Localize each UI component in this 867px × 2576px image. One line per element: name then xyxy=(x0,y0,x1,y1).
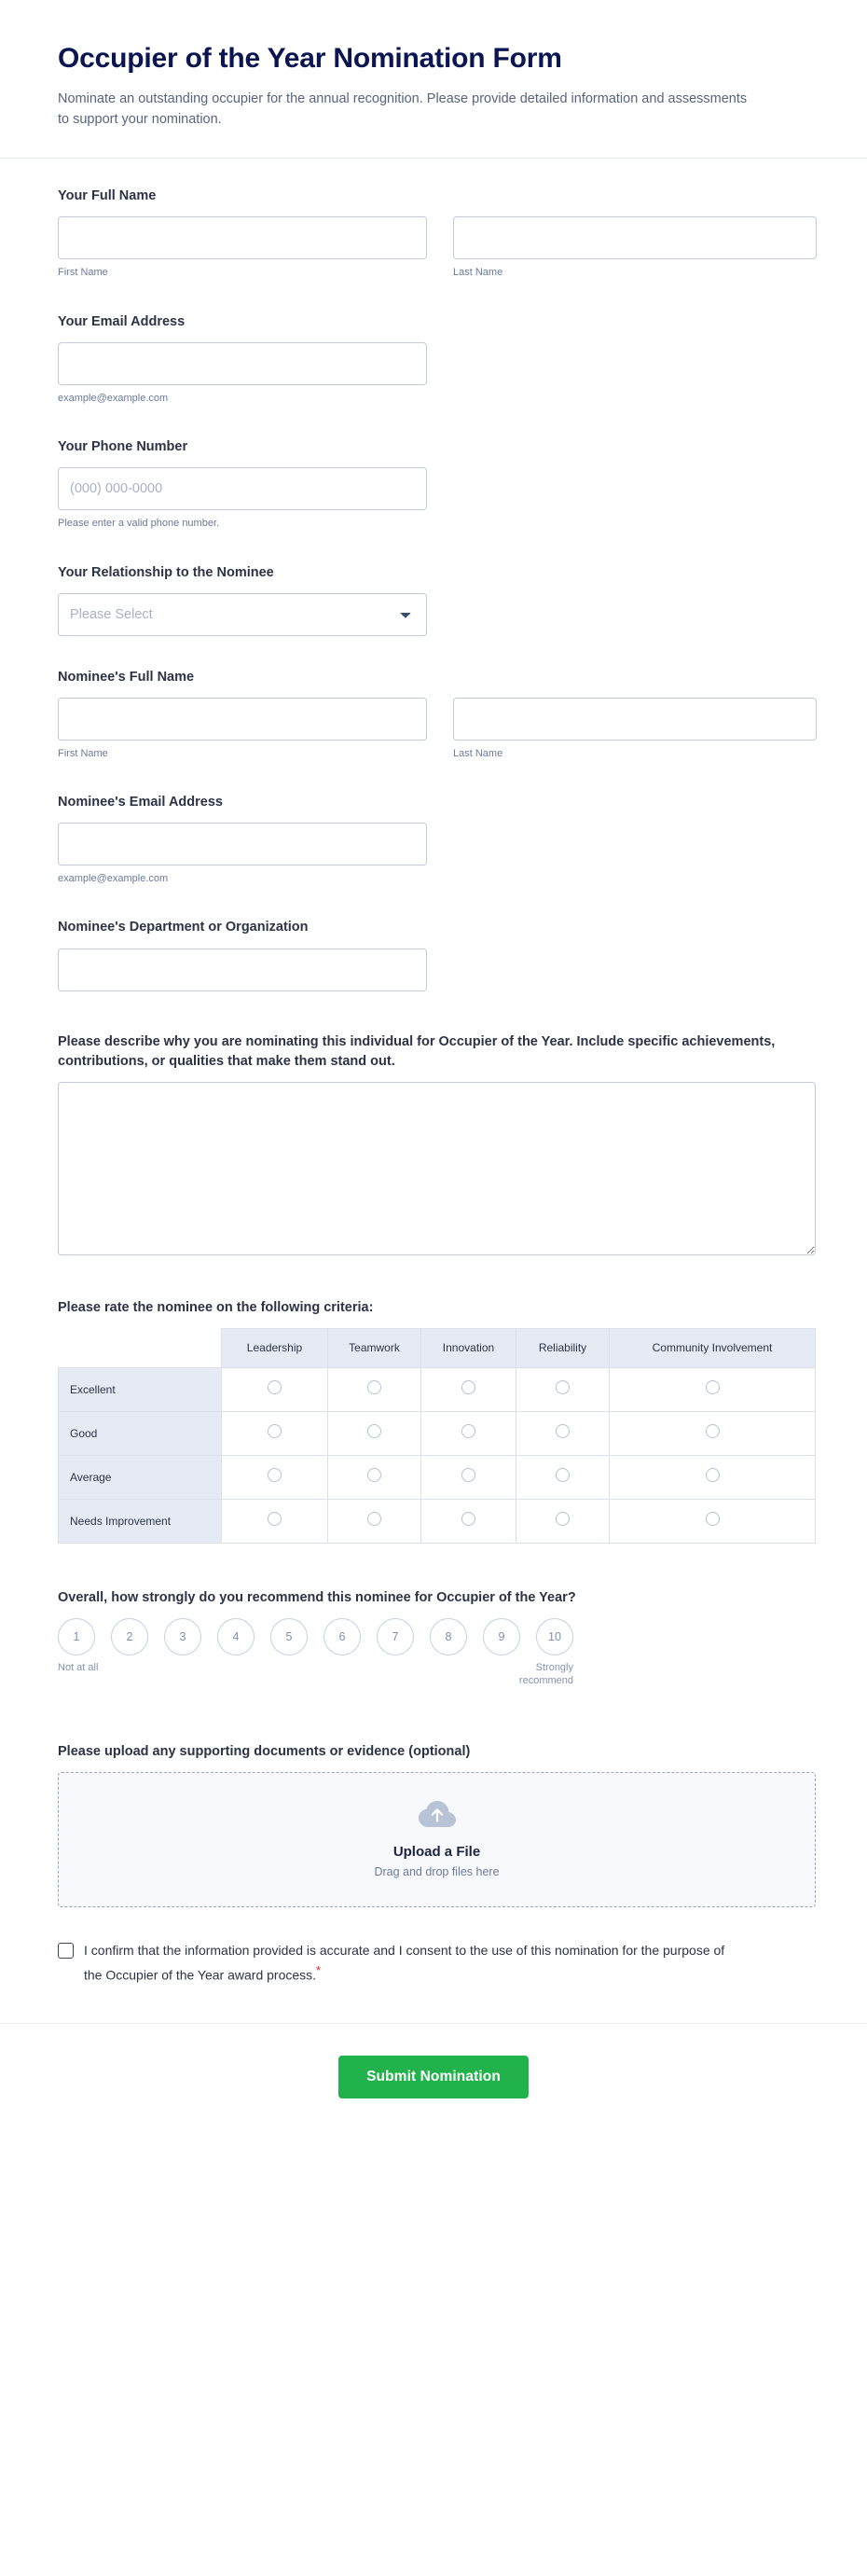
field-recommend-scale xyxy=(58,1588,809,1689)
field-file-upload xyxy=(58,1742,809,1907)
matrix-cell[interactable] xyxy=(222,1411,328,1455)
scale-item[interactable] xyxy=(111,1618,148,1689)
scale-circle[interactable]: 6 xyxy=(323,1618,361,1655)
scale-item[interactable] xyxy=(430,1618,467,1689)
nominee-last-name-sublabel: Last Name xyxy=(453,747,503,759)
matrix-cell[interactable] xyxy=(222,1455,328,1499)
matrix-cell[interactable] xyxy=(222,1499,328,1543)
scale-circle[interactable]: 1 xyxy=(58,1618,95,1655)
field-nominee-full-name xyxy=(58,668,809,761)
label-nominee-full-name: Nominee's Full Name xyxy=(58,669,195,685)
field-nominee-department xyxy=(58,918,809,990)
matrix-cell[interactable] xyxy=(328,1411,421,1455)
matrix-body xyxy=(59,1367,816,1543)
consent-label xyxy=(84,1941,736,1986)
scale-circle[interactable]: 2 xyxy=(111,1618,148,1655)
matrix-radio[interactable] xyxy=(556,1424,570,1438)
field-your-email xyxy=(58,312,809,406)
matrix-cell[interactable] xyxy=(516,1455,610,1499)
scale-circle[interactable]: 4 xyxy=(217,1618,255,1655)
matrix-row-label: Good xyxy=(59,1411,222,1455)
matrix-radio[interactable] xyxy=(367,1380,381,1394)
form-body xyxy=(0,159,867,1986)
consent-row xyxy=(58,1941,809,1986)
matrix-radio[interactable] xyxy=(706,1468,720,1482)
matrix-cell[interactable] xyxy=(328,1455,421,1499)
rating-matrix-wrap xyxy=(58,1328,809,1544)
matrix-radio[interactable] xyxy=(556,1468,570,1482)
label-your-phone: Your Phone Number xyxy=(58,439,188,455)
matrix-row-label: Needs Improvement xyxy=(59,1499,222,1543)
matrix-radio[interactable] xyxy=(268,1424,282,1438)
matrix-cell[interactable] xyxy=(421,1367,516,1411)
matrix-row xyxy=(59,1455,816,1499)
submit-button[interactable]: Submit Nomination xyxy=(338,2056,529,2098)
matrix-radio[interactable] xyxy=(556,1380,570,1394)
matrix-radio[interactable] xyxy=(461,1468,475,1482)
matrix-cell[interactable] xyxy=(516,1499,610,1543)
nominee-first-name-group xyxy=(58,698,427,761)
matrix-radio[interactable] xyxy=(367,1512,381,1526)
matrix-radio[interactable] xyxy=(268,1380,282,1394)
matrix-cell[interactable] xyxy=(421,1411,516,1455)
scale-left-caption: Not at all xyxy=(58,1661,99,1673)
nominee-first-name-sublabel: First Name xyxy=(58,747,108,759)
label-relationship: Your Relationship to the Nominee xyxy=(58,564,274,580)
field-description xyxy=(58,1032,809,1255)
nominee-email-sublabel: example@example.com xyxy=(58,873,169,885)
scale-circle[interactable]: 5 xyxy=(270,1618,308,1655)
file-upload-dropzone[interactable] xyxy=(58,1772,816,1907)
your-last-name-input[interactable] xyxy=(453,216,817,259)
label-your-email: Your Email Address xyxy=(58,313,186,329)
your-phone-sublabel: Please enter a valid phone number. xyxy=(58,518,220,530)
matrix-corner-cell xyxy=(59,1328,222,1367)
recommend-scale-row xyxy=(58,1618,809,1689)
matrix-radio[interactable] xyxy=(706,1512,720,1526)
field-your-full-name xyxy=(58,187,809,280)
matrix-radio[interactable] xyxy=(367,1424,381,1438)
matrix-col-header: Community Involvement xyxy=(610,1328,816,1367)
matrix-row xyxy=(59,1499,816,1543)
your-email-sublabel: example@example.com xyxy=(58,392,169,404)
your-phone-input[interactable] xyxy=(58,467,427,510)
consent-checkbox[interactable] xyxy=(58,1943,74,1959)
cloud-upload-icon xyxy=(419,1801,456,1834)
matrix-radio[interactable] xyxy=(461,1424,475,1438)
matrix-row-label: Average xyxy=(59,1455,222,1499)
scale-circle[interactable]: 10 xyxy=(536,1618,573,1655)
description-textarea[interactable] xyxy=(58,1082,816,1255)
label-recommend-scale: Overall, how strongly do you recommend this nominee for Occupier of the Year? xyxy=(58,1589,576,1605)
upload-title: Upload a File xyxy=(392,1844,481,1861)
form-footer xyxy=(0,2024,867,2140)
relationship-select[interactable] xyxy=(58,593,427,636)
scale-circle[interactable]: 7 xyxy=(377,1618,414,1655)
field-nominee-email xyxy=(58,793,809,886)
scale-item[interactable] xyxy=(58,1618,99,1689)
matrix-radio[interactable] xyxy=(706,1380,720,1394)
label-nominee-department: Nominee's Department or Organization xyxy=(58,920,309,935)
consent-text: I confirm that the information provided is accurate and I consent to the use of this nomination for the purpose of the Occupier of the Year award process. xyxy=(84,1943,725,1983)
upload-subtitle: Drag and drop files here xyxy=(374,1865,500,1879)
label-your-full-name: Your Full Name xyxy=(58,188,157,204)
scale-circle[interactable]: 3 xyxy=(164,1618,201,1655)
matrix-cell[interactable] xyxy=(328,1499,421,1543)
matrix-cell[interactable] xyxy=(516,1367,610,1411)
your-first-name-sublabel: First Name xyxy=(58,267,108,279)
scale-item[interactable] xyxy=(518,1618,573,1689)
required-asterisk: * xyxy=(316,1962,322,1977)
matrix-cell[interactable] xyxy=(610,1499,816,1543)
matrix-row-label: Excellent xyxy=(59,1367,222,1411)
scale-item[interactable] xyxy=(164,1618,201,1689)
matrix-row xyxy=(59,1411,816,1455)
nominee-email-input[interactable] xyxy=(58,823,427,866)
label-description: Please describe why you are nominating this individual for Occupier of the Year. Include specific achievements, contributions, or qualities that make them stand out. xyxy=(58,1033,776,1069)
scale-right-caption: Strongly recommend xyxy=(518,1661,573,1687)
matrix-radio[interactable] xyxy=(268,1512,282,1526)
matrix-col-header: Reliability xyxy=(516,1328,610,1367)
matrix-radio[interactable] xyxy=(268,1468,282,1482)
label-rating-matrix: Please rate the nominee on the following criteria: xyxy=(58,1299,374,1315)
matrix-col-header: Leadership xyxy=(222,1328,328,1367)
page-subtitle: Nominate an outstanding occupier for the annual recognition. Please provide detailed information and assessments to support your nomination. xyxy=(58,90,748,127)
scale-item[interactable] xyxy=(217,1618,255,1689)
form-header xyxy=(0,0,867,158)
matrix-cell[interactable] xyxy=(610,1411,816,1455)
matrix-col-header: Teamwork xyxy=(328,1328,421,1367)
nominee-last-name-group xyxy=(453,698,817,761)
matrix-cell[interactable] xyxy=(222,1367,328,1411)
nominee-last-name-input[interactable] xyxy=(453,698,817,741)
matrix-cell[interactable] xyxy=(516,1411,610,1455)
nominee-name-row xyxy=(58,698,809,761)
scale-item[interactable] xyxy=(323,1618,361,1689)
field-relationship xyxy=(58,563,809,636)
last-name-group xyxy=(453,216,817,280)
matrix-cell[interactable] xyxy=(610,1367,816,1411)
matrix-cell[interactable] xyxy=(421,1499,516,1543)
rating-matrix-table xyxy=(58,1328,816,1544)
label-nominee-email: Nominee's Email Address xyxy=(58,795,223,810)
matrix-row xyxy=(59,1367,816,1411)
name-row xyxy=(58,216,809,280)
matrix-cell[interactable] xyxy=(328,1367,421,1411)
your-email-input[interactable] xyxy=(58,342,427,385)
first-name-group xyxy=(58,216,427,280)
matrix-radio[interactable] xyxy=(367,1468,381,1482)
scale-item[interactable] xyxy=(377,1618,414,1689)
scale-item[interactable] xyxy=(270,1618,308,1689)
matrix-col-header: Innovation xyxy=(421,1328,516,1367)
your-last-name-sublabel: Last Name xyxy=(453,267,503,279)
matrix-radio[interactable] xyxy=(461,1512,475,1526)
matrix-radio[interactable] xyxy=(461,1380,475,1394)
nominee-department-input[interactable] xyxy=(58,949,427,991)
matrix-cell[interactable] xyxy=(421,1455,516,1499)
field-your-phone xyxy=(58,437,809,531)
scale-circle[interactable]: 9 xyxy=(483,1618,520,1655)
your-first-name-input[interactable] xyxy=(58,216,427,259)
matrix-radio[interactable] xyxy=(556,1512,570,1526)
page-title: Occupier of the Year Nomination Form xyxy=(58,43,562,74)
matrix-head xyxy=(59,1328,816,1367)
field-rating-matrix xyxy=(58,1298,809,1544)
matrix-radio[interactable] xyxy=(706,1424,720,1438)
scale-circle[interactable]: 8 xyxy=(430,1618,467,1655)
matrix-cell[interactable] xyxy=(610,1455,816,1499)
nominee-first-name-input[interactable] xyxy=(58,698,427,741)
matrix-header-row xyxy=(59,1328,816,1367)
label-file-upload: Please upload any supporting documents or evidence (optional) xyxy=(58,1744,471,1760)
